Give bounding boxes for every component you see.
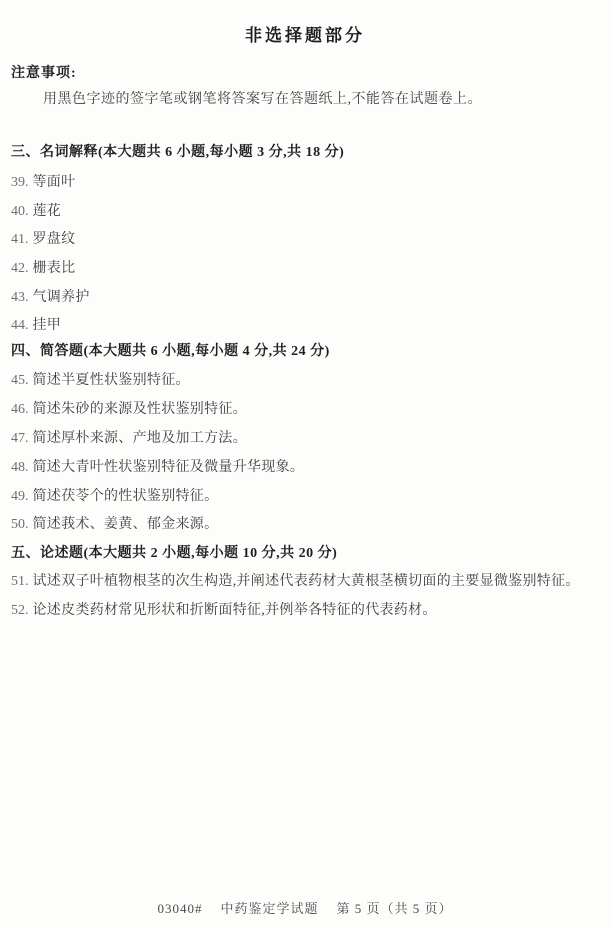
question-number: 50. [11, 517, 29, 532]
question-39 [11, 171, 75, 191]
question-text: 简述朱砂的来源及性状鉴别特征。 [32, 402, 247, 417]
question-number: 39. [11, 175, 29, 190]
question-number: 52. [11, 603, 29, 618]
question-number: 42. [11, 261, 29, 276]
question-45 [11, 369, 190, 389]
question-text: 简述半夏性状鉴别特征。 [32, 373, 190, 388]
question-40 [11, 200, 61, 220]
question-text: 简述茯苓个的性状鉴别特征。 [32, 489, 219, 504]
question-number: 41. [11, 232, 29, 247]
page-footer [0, 898, 610, 917]
question-number: 44. [11, 318, 29, 333]
question-text: 气调养护 [32, 290, 90, 305]
question-48 [11, 456, 304, 476]
question-46 [11, 398, 247, 418]
question-51 [11, 570, 580, 590]
notice-text: 用黑色字迹的签字笔或钢笔将答案写在答题纸上,不能答在试题卷上。 [43, 92, 482, 107]
question-number: 40. [11, 204, 29, 219]
question-text: 栅表比 [32, 261, 76, 276]
question-text: 简述大青叶性状鉴别特征及微量升华现象。 [32, 460, 305, 475]
question-number: 43. [11, 290, 29, 305]
question-42 [11, 257, 75, 277]
question-44 [11, 314, 61, 334]
question-text: 简述莪术、姜黄、郁金来源。 [32, 517, 219, 532]
question-number: 51. [11, 574, 29, 589]
section-heading-terms: 三、名词解释(本大题共 6 小题,每小题 3 分,共 18 分) [11, 145, 345, 160]
question-text: 简述厚朴来源、产地及加工方法。 [32, 431, 247, 446]
question-number: 49. [11, 489, 29, 504]
question-47 [11, 427, 247, 447]
question-number: 45. [11, 373, 29, 388]
section-heading-short-answer: 四、简答题(本大题共 6 小题,每小题 4 分,共 24 分) [11, 344, 330, 359]
question-50 [11, 513, 218, 533]
question-49 [11, 485, 218, 505]
question-number: 48. [11, 460, 29, 475]
question-number: 47. [11, 431, 29, 446]
notice-heading: 注意事项: [11, 66, 77, 81]
question-41 [11, 228, 75, 248]
question-52 [11, 599, 437, 619]
question-43 [11, 286, 90, 306]
question-text: 论述皮类药材常见形状和折断面特征,并例举各特征的代表药材。 [32, 603, 437, 618]
exam-title: 中药鉴定学试题 [220, 901, 319, 916]
question-text: 等面叶 [32, 175, 76, 190]
section-heading-essay: 五、论述题(本大题共 2 小题,每小题 10 分,共 20 分) [11, 546, 338, 561]
question-text: 试述双子叶植物根茎的次生构造,并阐述代表药材大黄根茎横切面的主要显微鉴别特征。 [32, 574, 580, 589]
page-title: 非选择题部分 [245, 26, 365, 45]
exam-code: 03040# [157, 901, 203, 916]
page-number: 第 5 页（共 5 页） [336, 901, 453, 916]
question-text: 罗盘纹 [32, 232, 76, 247]
question-text: 挂甲 [32, 318, 62, 333]
question-number: 46. [11, 402, 29, 417]
question-text: 莲花 [32, 204, 62, 219]
